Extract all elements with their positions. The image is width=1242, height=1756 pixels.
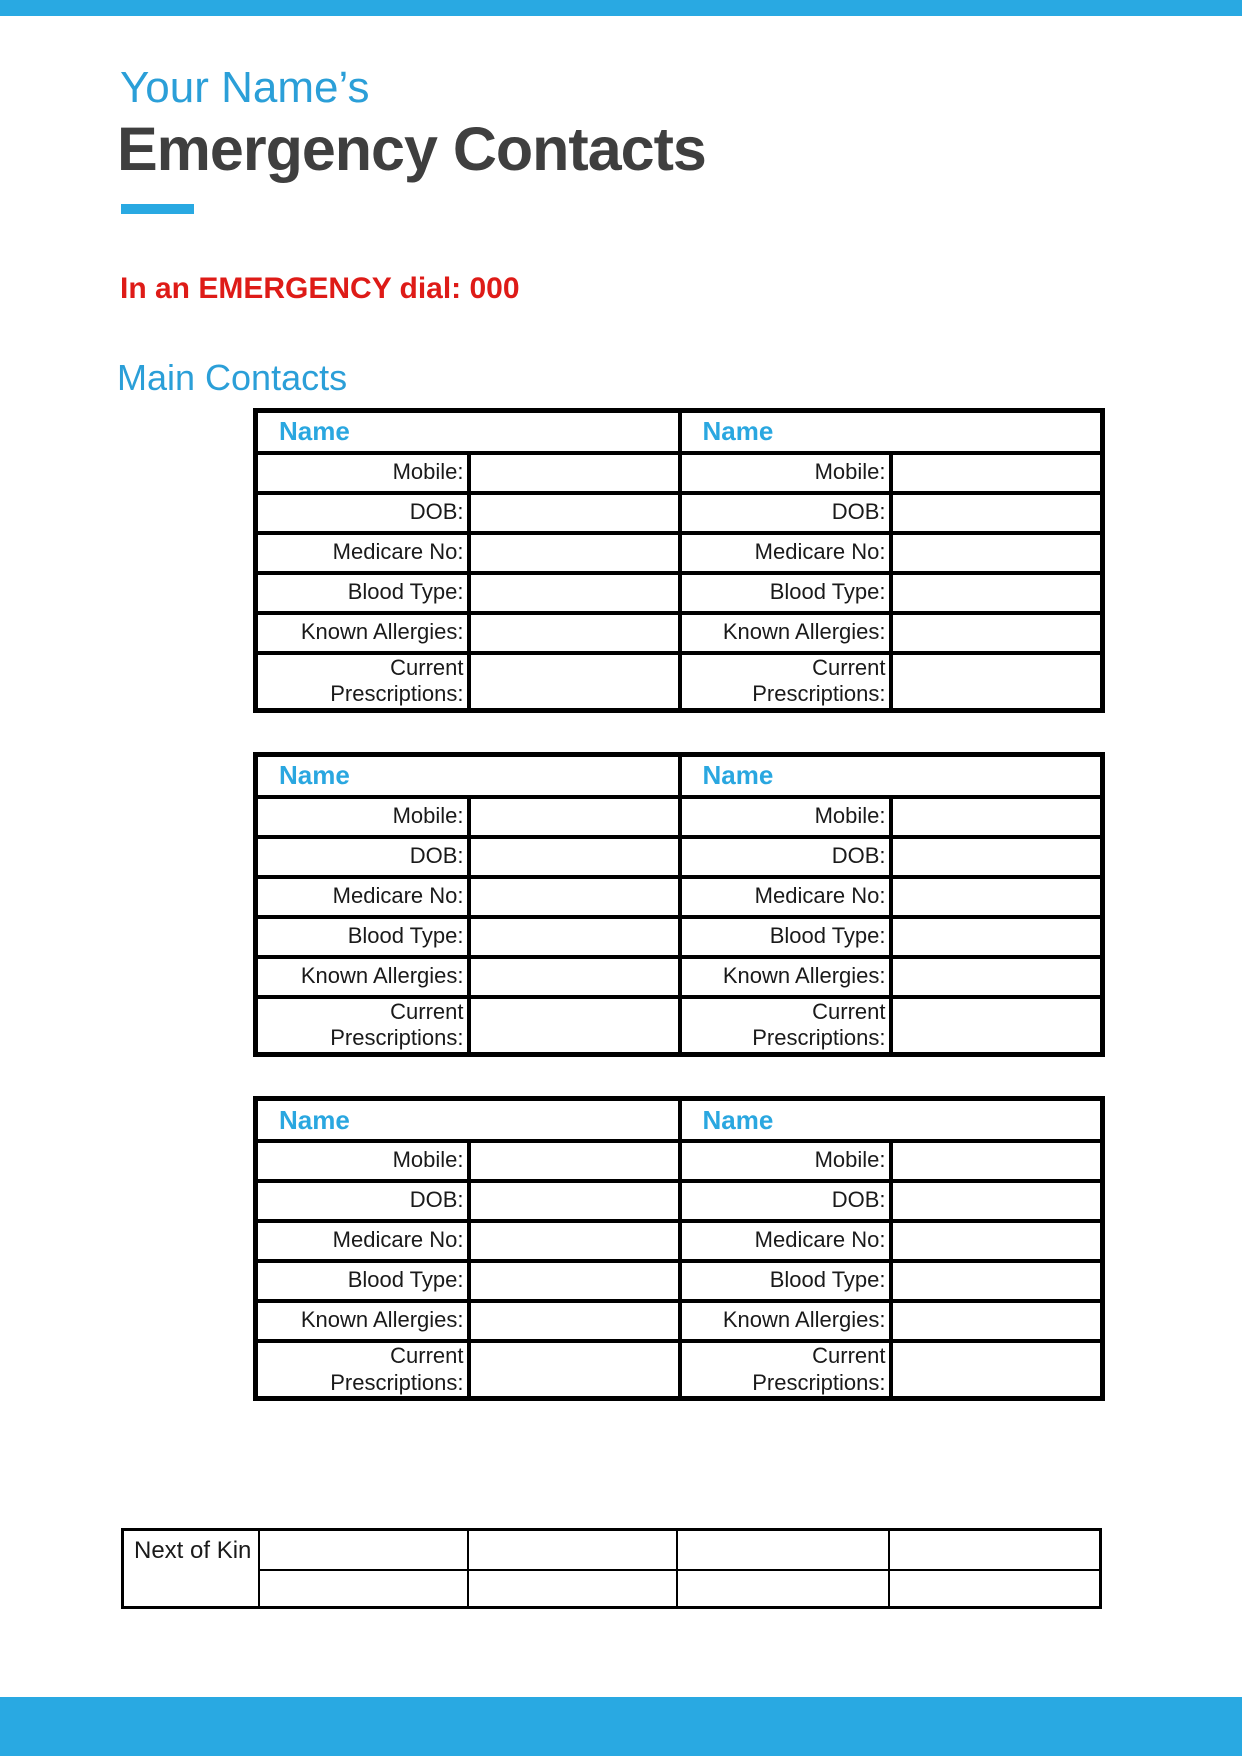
medicare-label: Medicare No: [680, 877, 891, 917]
next-of-kin-cell[interactable] [677, 1570, 889, 1608]
allergies-label: Known Allergies: [256, 1301, 469, 1341]
dob-label: DOB: [256, 493, 469, 533]
allergies-value-cell[interactable] [891, 1301, 1103, 1341]
section-heading: Main Contacts [117, 357, 348, 398]
next-of-kin-cell[interactable] [468, 1570, 677, 1608]
contact-name-header[interactable]: Name [680, 755, 1103, 797]
contact-name-header[interactable]: Name [256, 411, 680, 453]
next-of-kin-table [121, 1528, 1102, 1609]
medicare-label: Medicare No: [680, 1221, 891, 1261]
dob-value-cell[interactable] [469, 493, 680, 533]
blood-type-value-cell[interactable] [891, 917, 1103, 957]
contact-table [253, 752, 1105, 1057]
mobile-label: Mobile: [256, 797, 469, 837]
title-underline [121, 204, 194, 214]
dob-value-cell[interactable] [891, 837, 1103, 877]
blood-type-label: Blood Type: [256, 917, 469, 957]
mobile-value-cell[interactable] [469, 797, 680, 837]
allergies-label: Known Allergies: [680, 613, 891, 653]
blood-type-value-cell[interactable] [891, 573, 1103, 613]
mobile-value-cell[interactable] [891, 453, 1103, 493]
emergency-dial-text: In an EMERGENCY dial: 000 [120, 272, 520, 305]
prescriptions-label: Current Prescriptions: [680, 653, 891, 711]
blood-type-label: Blood Type: [680, 573, 891, 613]
owner-name-heading: Your Name’s [120, 63, 370, 112]
allergies-value-cell[interactable] [469, 613, 680, 653]
next-of-kin-label: Next of Kin [123, 1530, 259, 1608]
next-of-kin-cell[interactable] [889, 1570, 1101, 1608]
contact-name-header[interactable]: Name [256, 755, 680, 797]
mobile-value-cell[interactable] [469, 1141, 680, 1181]
blood-type-label: Blood Type: [256, 573, 469, 613]
blood-type-label: Blood Type: [680, 1261, 891, 1301]
allergies-label: Known Allergies: [256, 613, 469, 653]
prescriptions-value-cell[interactable] [469, 1341, 680, 1399]
prescriptions-label: Current Prescriptions: [680, 1341, 891, 1399]
medicare-label: Medicare No: [680, 533, 891, 573]
blood-type-value-cell[interactable] [891, 1261, 1103, 1301]
prescriptions-value-cell[interactable] [891, 653, 1103, 711]
mobile-value-cell[interactable] [891, 797, 1103, 837]
prescriptions-label: Current Prescriptions: [256, 653, 469, 711]
allergies-value-cell[interactable] [891, 613, 1103, 653]
medicare-value-cell[interactable] [469, 533, 680, 573]
allergies-value-cell[interactable] [891, 957, 1103, 997]
next-of-kin-cell[interactable] [468, 1530, 677, 1570]
mobile-value-cell[interactable] [891, 1141, 1103, 1181]
contact-name-header[interactable]: Name [256, 1099, 680, 1141]
blood-type-value-cell[interactable] [469, 917, 680, 957]
allergies-label: Known Allergies: [680, 957, 891, 997]
next-of-kin-cell[interactable] [677, 1530, 889, 1570]
blood-type-value-cell[interactable] [469, 573, 680, 613]
medicare-value-cell[interactable] [469, 877, 680, 917]
medicare-label: Medicare No: [256, 533, 469, 573]
dob-value-cell[interactable] [469, 837, 680, 877]
prescriptions-label: Current Prescriptions: [256, 997, 469, 1055]
blood-type-value-cell[interactable] [469, 1261, 680, 1301]
dob-value-cell[interactable] [469, 1181, 680, 1221]
medicare-value-cell[interactable] [469, 1221, 680, 1261]
top-accent-bar [0, 0, 1242, 16]
blood-type-label: Blood Type: [680, 917, 891, 957]
dob-value-cell[interactable] [891, 1181, 1103, 1221]
contact-table [253, 408, 1105, 713]
page-title: Emergency Contacts [117, 115, 706, 183]
dob-label: DOB: [680, 837, 891, 877]
mobile-value-cell[interactable] [469, 453, 680, 493]
dob-value-cell[interactable] [891, 493, 1103, 533]
bottom-accent-bar [0, 1697, 1242, 1756]
medicare-label: Medicare No: [256, 1221, 469, 1261]
medicare-value-cell[interactable] [891, 1221, 1103, 1261]
dob-label: DOB: [256, 1181, 469, 1221]
contact-name-header[interactable]: Name [680, 411, 1103, 453]
prescriptions-value-cell[interactable] [469, 997, 680, 1055]
prescriptions-label: Current Prescriptions: [256, 1341, 469, 1399]
medicare-value-cell[interactable] [891, 877, 1103, 917]
dob-label: DOB: [680, 1181, 891, 1221]
mobile-label: Mobile: [256, 1141, 469, 1181]
allergies-value-cell[interactable] [469, 1301, 680, 1341]
prescriptions-value-cell[interactable] [891, 1341, 1103, 1399]
mobile-label: Mobile: [680, 1141, 891, 1181]
allergies-label: Known Allergies: [680, 1301, 891, 1341]
allergies-label: Known Allergies: [256, 957, 469, 997]
mobile-label: Mobile: [256, 453, 469, 493]
allergies-value-cell[interactable] [469, 957, 680, 997]
prescriptions-label: Current Prescriptions: [680, 997, 891, 1055]
next-of-kin-cell[interactable] [889, 1530, 1101, 1570]
prescriptions-value-cell[interactable] [469, 653, 680, 711]
next-of-kin-cell[interactable] [259, 1570, 468, 1608]
mobile-label: Mobile: [680, 797, 891, 837]
blood-type-label: Blood Type: [256, 1261, 469, 1301]
contact-name-header[interactable]: Name [680, 1099, 1103, 1141]
mobile-label: Mobile: [680, 453, 891, 493]
next-of-kin-cell[interactable] [259, 1530, 468, 1570]
dob-label: DOB: [680, 493, 891, 533]
prescriptions-value-cell[interactable] [891, 997, 1103, 1055]
dob-label: DOB: [256, 837, 469, 877]
contact-table [253, 1096, 1105, 1401]
medicare-value-cell[interactable] [891, 533, 1103, 573]
contact-tables-region [253, 408, 1105, 1440]
medicare-label: Medicare No: [256, 877, 469, 917]
